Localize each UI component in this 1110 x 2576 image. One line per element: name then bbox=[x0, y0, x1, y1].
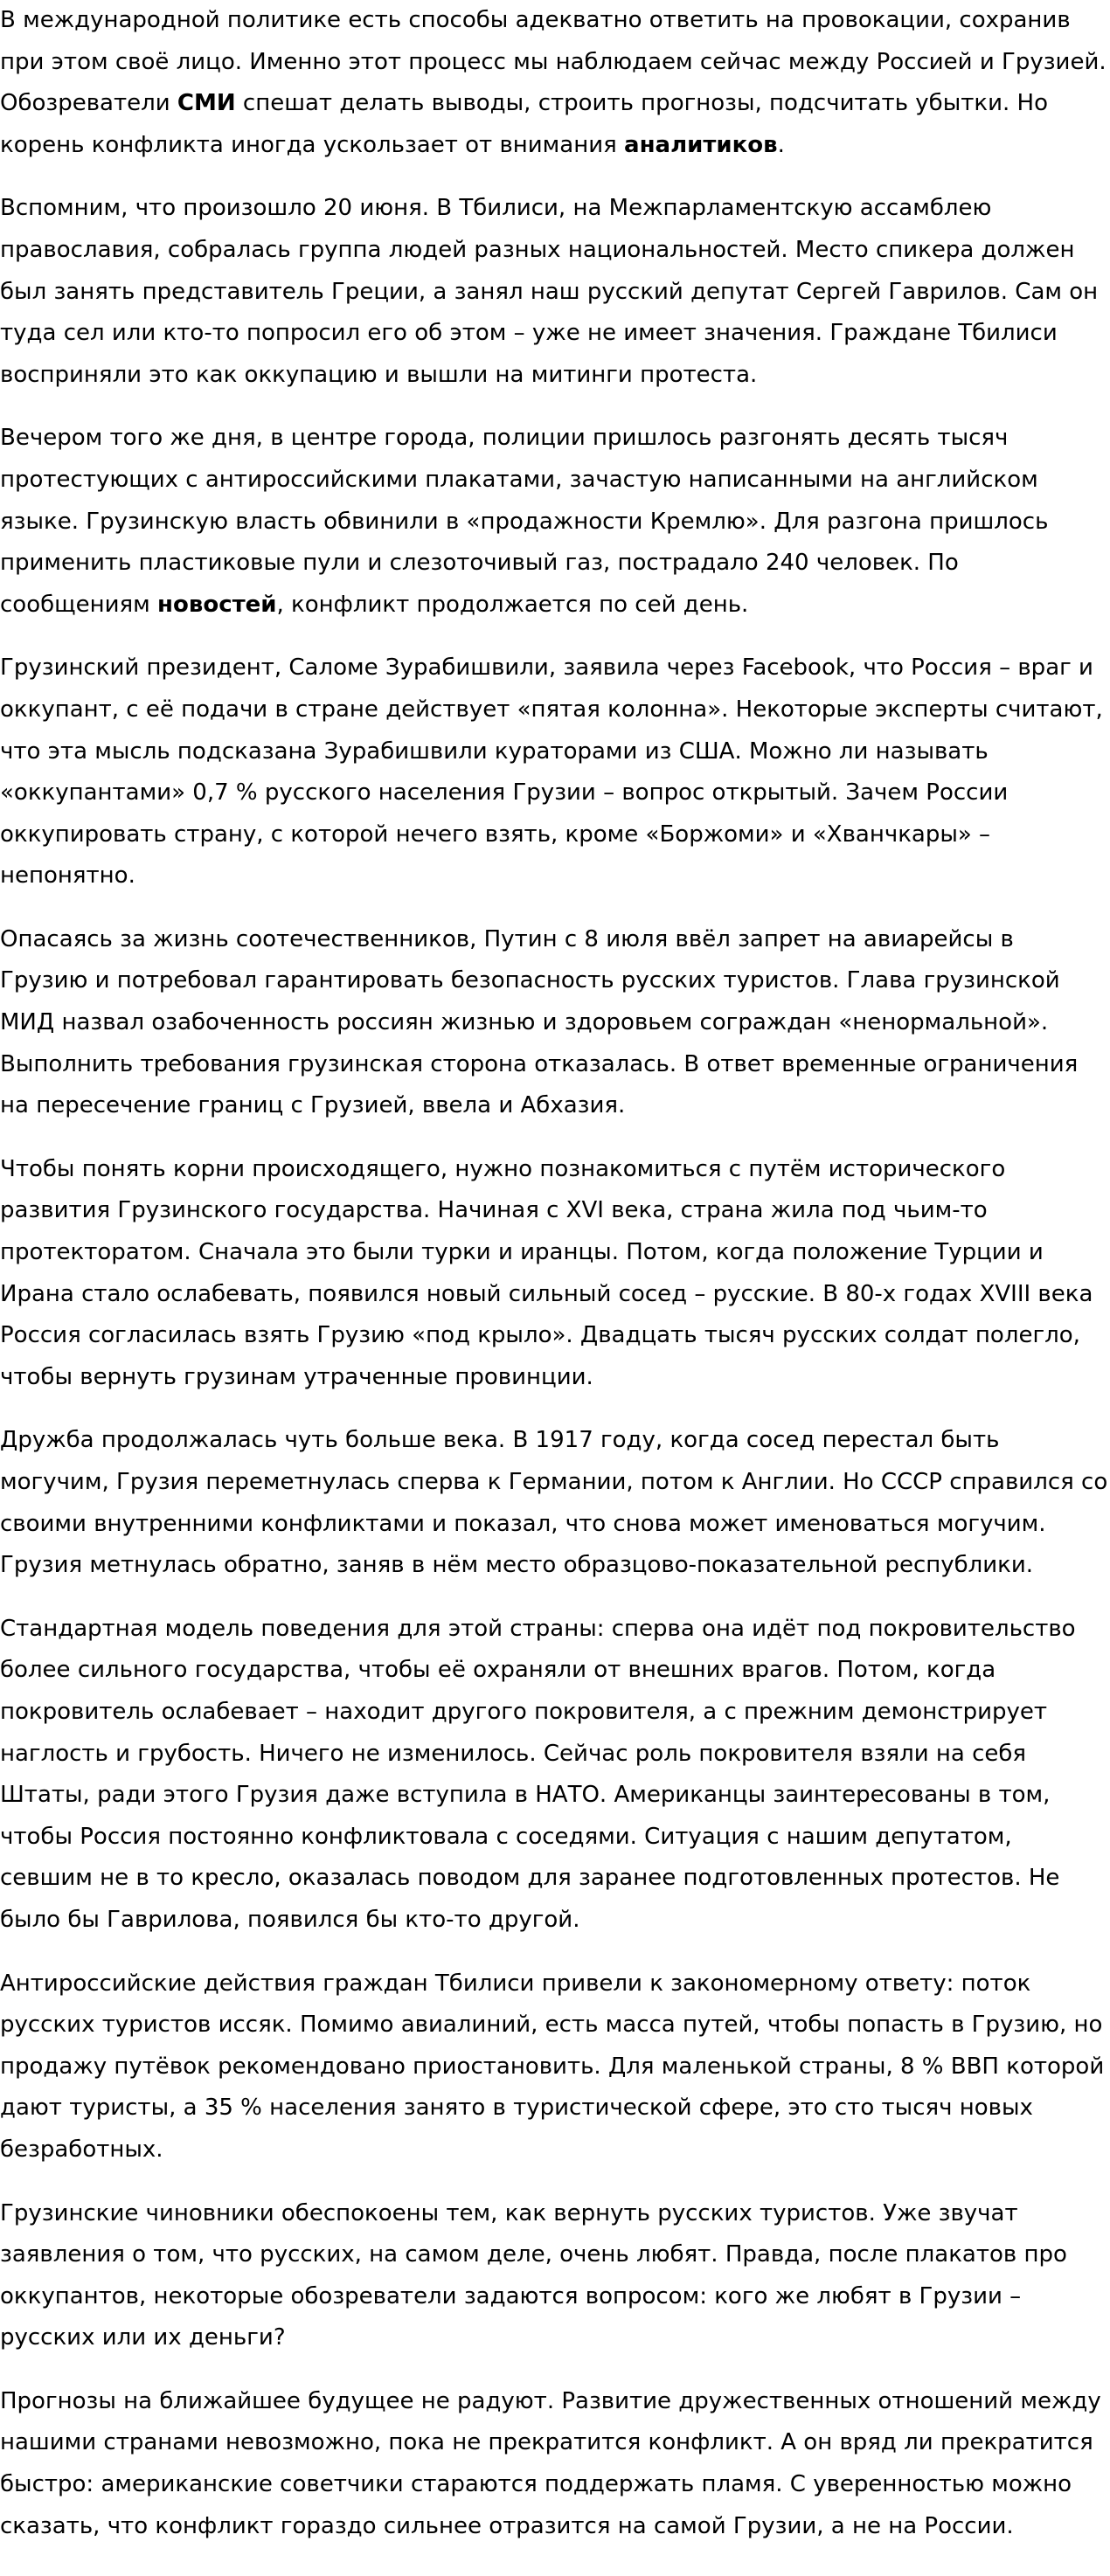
paragraph-6 bbox=[0, 1149, 1108, 1399]
keyword-smi-link[interactable]: СМИ bbox=[177, 90, 236, 117]
paragraph-1 bbox=[0, 0, 1108, 166]
paragraph-4 bbox=[0, 647, 1108, 897]
text-run: Стандартная модель поведения для этой страны: сперва она идёт под покровительство более сильного государства, чтобы её охраняли от внешних врагов. Потом, когда покровитель ослабевает – находит другого покровителя, а с прежним демонстрирует наглость и грубость. Ничего не изменилось. Сейчас роль покровителя взяли на себя Штаты, ради этого Грузия даже вступила в НАТО. Американцы заинтересованы в том, чтобы Россия постоянно конфликтовала с соседями. Ситуация с нашим депутатом, севшим не в то кресло, оказалась поводом для заранее подготовленных протестов. Не было бы Гаврилова, появился бы кто-то другой. bbox=[0, 1615, 1076, 1933]
paragraph-7 bbox=[0, 1420, 1108, 1586]
text-run: Вспомним, что произошло 20 июня. В Тбилиси, на Межпарламентскую ассамблею православия, собралась группа людей разных национальностей. Место спикера должен был занять представитель Греции, а занял наш русский депутат Сергей Гаврилов. Сам он туда сел или кто-то попросил его об этом – уже не имеет значения. Граждане Тбилиси восприняли это как оккупацию и вышли на митинги протеста. bbox=[0, 195, 1099, 388]
paragraph-9 bbox=[0, 1963, 1108, 2171]
text-run: В международной политике есть способы адекватно ответить на провокации, сохранив при этом своё лицо. Именно этот процесс мы наблюдаем сейчас между Россией и Грузией. Обозреватели bbox=[0, 7, 1107, 117]
text-run: Грузинские чиновники обеспокоены тем, как вернуть русских туристов. Уже звучат заявления о том, что русских, на самом деле, очень любят. Правда, после плакатов про оккупантов, некоторые обозреватели задаются вопросом: кого же любят в Грузии – русских или их деньги? bbox=[0, 2199, 1067, 2351]
paragraph-3 bbox=[0, 418, 1108, 626]
paragraph-2 bbox=[0, 188, 1108, 396]
text-run: Вечером того же дня, в центре города, полиции пришлось разгонять десять тысяч протестующих с антироссийскими плакатами, зачастую написанными на английском языке. Грузинскую власть обвинили в «продажности Кремлю». Для разгона пришлось применить пластиковые пули и слезоточивый газ, пострадало 240 человек. По сообщениям bbox=[0, 425, 1049, 618]
text-run: . bbox=[777, 131, 785, 158]
text-run: Антироссийские действия граждан Тбилиси привели к закономерному ответу: поток русских туристов иссяк. Помимо авиалиний, есть масса путей, чтобы попасть в Грузию, но продажу путёвок рекомендовано приостановить. Для маленькой страны, 8 % ВВП которой дают туристы, а 35 % населения занято в туристической сфере, это сто тысяч новых безработных. bbox=[0, 1970, 1105, 2163]
keyword-news-link[interactable]: новостей bbox=[157, 591, 277, 618]
text-run: Прогнозы на ближайшее будущее не радуют. Развитие дружественных отношений между нашими странами невозможно, пока не прекратится конфликт. А он вряд ли прекратится быстро: американские советчики стараются поддержать пламя. С уверенностью можно сказать, что конфликт гораздо сильнее отразится на самой Грузии, а не на России. bbox=[0, 2387, 1101, 2539]
text-run: Грузинский президент, Саломе Зурабишвили, заявила через Facebook, что Россия – враг и оккупант, с её подачи в стране действует «пятая колонна». Некоторые эксперты считают, что эта мысль подсказана Зурабишвили кураторами из США. Можно ли называть «оккупантами» 0,7 % русского населения Грузии – вопрос открытый. Зачем России оккупировать страну, с которой нечего взять, кроме «Боржоми» и «Хванчкары» – непонятно. bbox=[0, 654, 1103, 890]
paragraph-5 bbox=[0, 919, 1108, 1127]
text-run: Чтобы понять корни происходящего, нужно познакомиться с путём исторического развития Грузинского государства. Начиная с XVI века, страна жила под чьим-то протекторатом. Сначала это были турки и иранцы. Потом, когда положение Турции и Ирана стало ослабевать, появился новый сильный сосед – русские. В 80-х годах XVIII века Россия согласилась взять Грузию «под крыло». Двадцать тысяч русских солдат полегло, чтобы вернуть грузинам утраченные провинции. bbox=[0, 1155, 1093, 1390]
text-run: спешат делать выводы, строить прогнозы, подсчитать убытки. Но корень конфликта иногда ускользает от внимания bbox=[0, 90, 1048, 158]
text-run: Опасаясь за жизнь соотечественников, Путин с 8 июля ввёл запрет на авиарейсы в Грузию и потребовал гарантировать безопасность русских туристов. Глава грузинской МИД назвал озабоченность россиян жизнью и здоровьем сограждан «ненормальной». Выполнить требования грузинская сторона отказалась. В ответ временные ограничения на пересечение границ с Грузией, ввела и Абхазия. bbox=[0, 925, 1079, 1119]
text-run: Дружба продолжалась чуть больше века. В 1917 году, когда сосед перестал быть могучим, Грузия переметнулась сперва к Германии, потом к Англии. Но СССР справился со своими внутренними конфликтами и показал, что снова может именоваться могучим. Грузия метнулась обратно, заняв в нём место образцово-показательной республики. bbox=[0, 1427, 1108, 1579]
paragraph-11 bbox=[0, 2381, 1108, 2547]
text-run: , конфликт продолжается по сей день. bbox=[276, 591, 749, 618]
paragraph-10 bbox=[0, 2193, 1108, 2359]
keyword-analysts-link[interactable]: аналитиков bbox=[624, 131, 778, 158]
paragraph-8 bbox=[0, 1609, 1108, 1942]
